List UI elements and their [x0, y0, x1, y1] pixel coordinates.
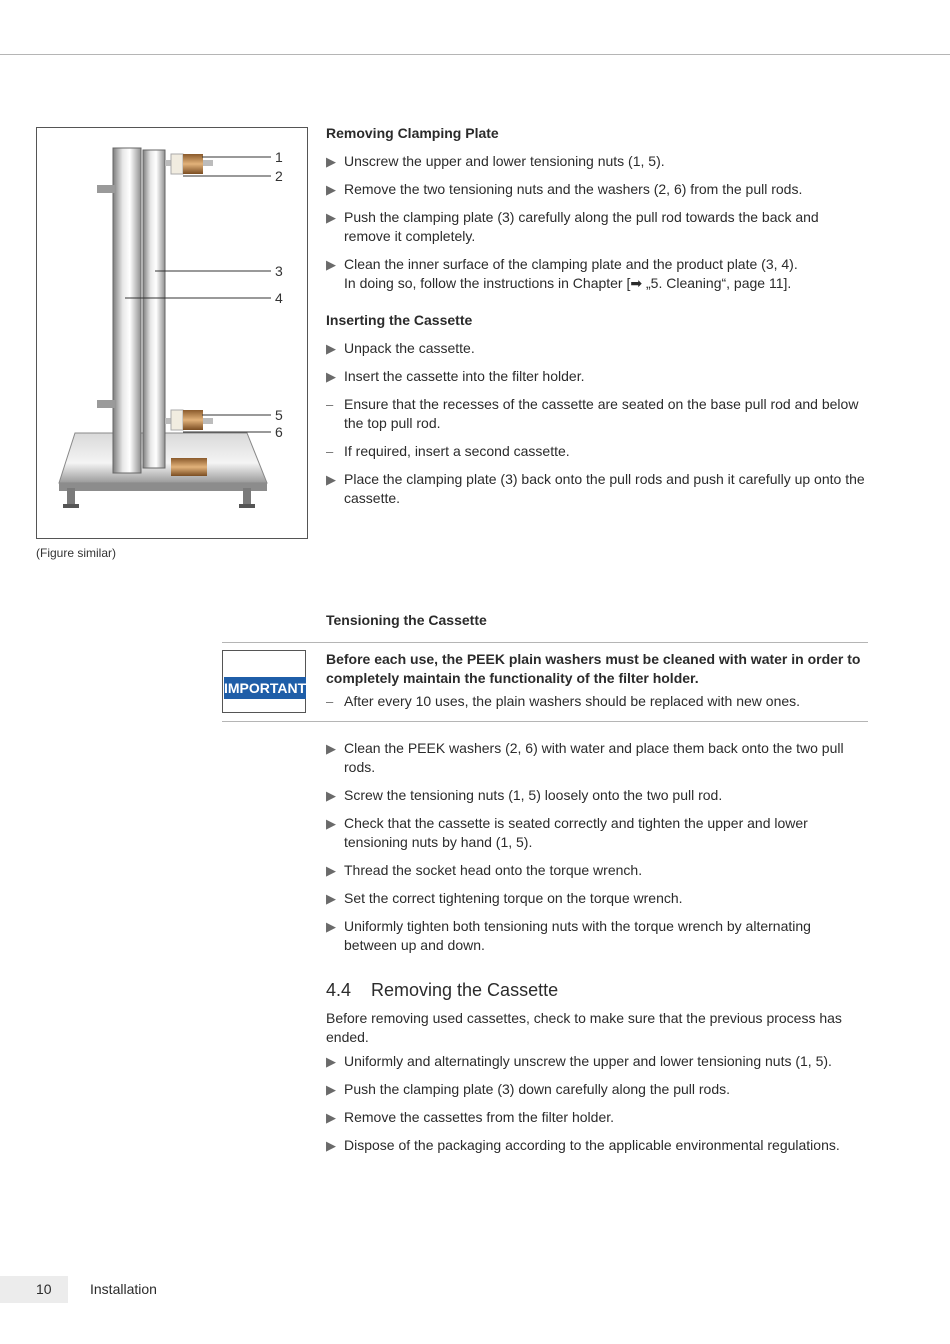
important-label: IMPORTANT! [224, 677, 306, 699]
step-text: Place the clamping plate (3) back onto the pull rods and push it carefully up onto the cassette. [344, 471, 865, 506]
dash-bullet-icon: – [326, 444, 334, 459]
list-item [326, 861, 866, 880]
list-item [326, 180, 866, 199]
arrow-bullet-icon: ▶ [326, 1138, 336, 1153]
list-item [326, 1108, 866, 1127]
header-rule [0, 54, 950, 55]
chapter-title: Removing the Cassette [371, 980, 559, 1000]
arrow-bullet-icon: ▶ [326, 182, 336, 197]
step-text: Set the correct tightening torque on the torque wrench. [344, 890, 683, 906]
filter-holder-figure [36, 127, 308, 539]
step-text: Clean the inner surface of the clamping plate and the product plate (3, 4). [344, 256, 798, 272]
step-text: Ensure that the recesses of the cassette are seated on the base pull rod and below the top pull rod. [344, 396, 859, 431]
important-text: Before each use, the PEEK plain washers must be cleaned with water in order to completely maintain the functionality of the filter holder. [326, 651, 861, 686]
list-item [326, 889, 866, 908]
arrow-bullet-icon: ▶ [326, 788, 336, 803]
list-item [326, 470, 866, 508]
step-text: Clean the PEEK washers (2, 6) with water and place them back onto the two pull rods. [344, 740, 844, 775]
upper-instructions [326, 124, 866, 517]
arrow-bullet-icon: ▶ [326, 1054, 336, 1069]
list-item [326, 692, 866, 711]
important-notice [222, 642, 868, 722]
dash-bullet-icon: – [326, 694, 334, 709]
list-item [326, 786, 866, 805]
arrow-bullet-icon: ▶ [326, 741, 336, 756]
filter-holder-illustration [37, 128, 307, 538]
tensioning-instructions [326, 739, 866, 1164]
chapter-heading [326, 981, 866, 1000]
list-item [326, 442, 866, 461]
step-text: Push the clamping plate (3) carefully along the pull rod towards the back and remove it completely. [344, 209, 819, 244]
arrow-bullet-icon: ▶ [326, 1082, 336, 1097]
chapter-reference-link[interactable]: In doing so, follow the instructions in Chapter [➡ „5. Cleaning“, page 11]. [344, 275, 792, 291]
callout-4: 4 [275, 290, 283, 306]
arrow-bullet-icon: ▶ [326, 816, 336, 831]
callout-1: 1 [275, 149, 283, 165]
arrow-bullet-icon: ▶ [326, 154, 336, 169]
list-item [326, 208, 866, 246]
step-text: Screw the tensioning nuts (1, 5) loosely onto the two pull rod. [344, 787, 723, 803]
arrow-bullet-icon: ▶ [326, 341, 336, 356]
list-item [326, 395, 866, 433]
step-text: If required, insert a second cassette. [344, 443, 570, 459]
chapter-number: 4.4 [326, 980, 352, 1000]
step-text: Uniformly tighten both tensioning nuts with the torque wrench by alternating between up and down. [344, 918, 811, 953]
step-text: Dispose of the packaging according to the applicable environmental regulations. [344, 1137, 840, 1153]
important-badge [222, 650, 311, 713]
page-number: 10 [36, 1281, 52, 1297]
arrow-bullet-icon: ▶ [326, 919, 336, 934]
arrow-bullet-icon: ▶ [326, 257, 336, 272]
step-text: Insert the cassette into the filter holder. [344, 368, 585, 384]
list-item [326, 917, 866, 955]
dash-bullet-icon: – [326, 397, 334, 412]
footer-section-title: Installation [90, 1281, 157, 1297]
arrow-bullet-icon: ▶ [326, 891, 336, 906]
step-text: Uniformly and alternatingly unscrew the upper and lower tensioning nuts (1, 5). [344, 1053, 832, 1069]
page-number-box [0, 1276, 68, 1303]
step-text: Check that the cassette is seated correctly and tighten the upper and lower tensioning nuts by hand (1, 5). [344, 815, 808, 850]
step-text: Unscrew the upper and lower tensioning nuts (1, 5). [344, 153, 665, 169]
list-item [326, 367, 866, 386]
arrow-bullet-icon: ▶ [326, 369, 336, 384]
figure-caption: (Figure similar) [36, 546, 117, 560]
inserting-cassette-heading: Inserting the Cassette [326, 312, 473, 328]
callout-6: 6 [275, 424, 283, 440]
list-item [326, 339, 866, 358]
callout-5: 5 [275, 407, 283, 423]
step-text: Push the clamping plate (3) down carefully along the pull rods. [344, 1081, 730, 1097]
list-item [326, 255, 866, 293]
callout-2: 2 [275, 168, 283, 184]
step-text: Thread the socket head onto the torque wrench. [344, 862, 643, 878]
chapter-intro: Before removing used cassettes, check to make sure that the previous process has ended. [326, 1010, 842, 1045]
list-item [326, 739, 866, 777]
removing-clamping-plate-heading: Removing Clamping Plate [326, 125, 499, 141]
list-item [326, 1080, 866, 1099]
step-text: Unpack the cassette. [344, 340, 475, 356]
important-subtext: After every 10 uses, the plain washers should be replaced with new ones. [344, 693, 801, 709]
tensioning-cassette-heading: Tensioning the Cassette [326, 612, 487, 628]
arrow-bullet-icon: ▶ [326, 1110, 336, 1125]
arrow-bullet-icon: ▶ [326, 210, 336, 225]
arrow-bullet-icon: ▶ [326, 472, 336, 487]
list-item [326, 814, 866, 852]
list-item [326, 1136, 866, 1155]
callout-3: 3 [275, 263, 283, 279]
arrow-bullet-icon: ▶ [326, 863, 336, 878]
step-text: Remove the cassettes from the filter holder. [344, 1109, 615, 1125]
step-text: Remove the two tensioning nuts and the washers (2, 6) from the pull rods. [344, 181, 803, 197]
list-item [326, 152, 866, 171]
list-item [326, 1052, 866, 1071]
